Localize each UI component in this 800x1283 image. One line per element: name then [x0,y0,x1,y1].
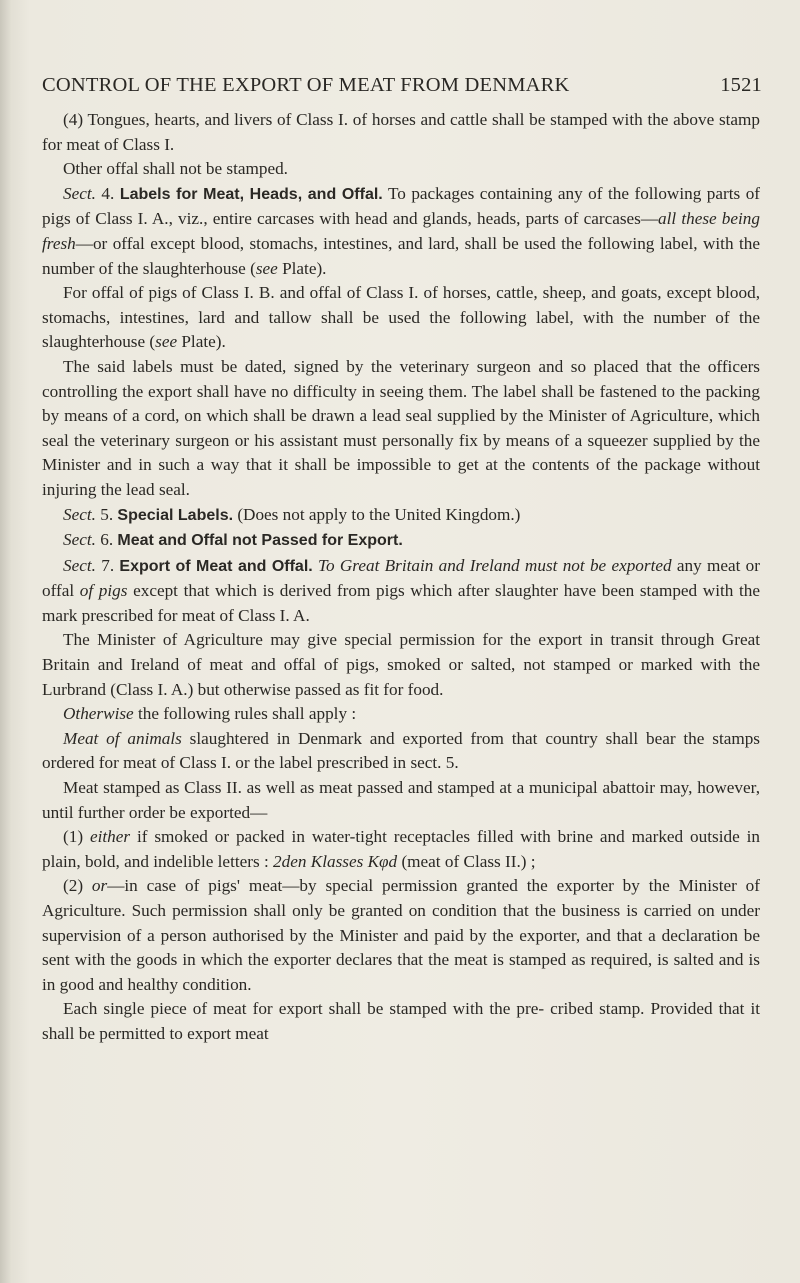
italic-text: Sect. [63,530,96,550]
paragraph-p4 [42,281,760,355]
paragraph-p1 [42,108,760,157]
paragraph-p8 [42,554,760,629]
italic-text: all these being fresh [42,209,760,253]
text-run: 6. [95,530,118,550]
text-run: Meat stamped as Class II. as well as meat passed and stamped at a municipal abattoir may, however, until further order be exported— [42,778,760,822]
italic-text: of pigs [79,581,128,601]
text-run: For offal of pigs of Class I. B. and offal of Class I. of horses, cattle, sheep, and goats, except blood, stomachs, intestines, lard and tallow shall be used the following label, with the number of the slaughterhouse ( [42,283,760,352]
paragraph-p6 [42,503,760,529]
paragraph-p5 [42,355,760,503]
text-run: (meat of Class II.) ; [397,851,536,871]
paragraph-p12 [42,776,760,825]
section-heading: Labels for Meat, Heads, and Offal. [119,185,383,203]
text-run: if smoked or packed in water-tight receptacles filled with brine and marked outside in plain, bold, and indelible letters : [42,827,760,871]
italic-text: Meat of animals [63,728,182,748]
italic-text: 2den Klasses Kφd [273,851,398,871]
text-run: slaughtered in Denmark and exported from that country shall bear the stamps ordered for meat of Class I. or the label prescribed in sect. 5. [42,728,760,773]
text-run: the following rules shall apply : [133,704,357,724]
text-run: (Does not apply to the United Kingdom.) [233,504,521,524]
text-run: except that which is derived from pigs which after slaughter have been stamped with the mark prescribed for meat of Class I. A. [42,581,760,625]
paragraph-p10 [42,702,760,727]
running-title: CONTROL OF THE EXPORT OF MEAT FROM DENMARK [42,74,570,96]
italic-text: Sect. [63,183,96,203]
text-run: (4) Tongues, hearts, and livers of Class I. of horses and cattle shall be stamped with the above stamp for meat of Class I. [42,110,760,154]
text-run: Plate). [277,258,327,278]
section-heading: Export of Meat and Offal. [119,557,313,575]
text-run: To packages containing any of the following parts of pigs of Class I. A., viz., entire carcases with head and glands, heads, parts of carcases— [42,183,761,229]
text-run: The Minister of Agriculture may give special permission for the export in transit through Great Britain and Ireland of meat and offal of pigs, smoked or salted, not stamped or marked with the Lurbrand (Class I. A.) but otherwise passed as fit for food. [42,630,760,699]
paragraph-p9 [42,628,760,702]
text-run: Each single piece of meat for export shall be stamped with the pre- cribed stamp. Provided that it shall be permitted to export meat [42,999,760,1043]
italic-text: To Great Britain and Ireland must not be exported [318,555,672,575]
section-heading: Meat and Offal not Passed for Export. [117,532,403,550]
text-run: —or offal except blood, stomachs, intestines, and lard, shall be used the following label, with the number of the slaughterhouse ( [42,233,760,278]
text-run: any meat or offal [42,555,760,601]
paragraph-p15 [42,997,760,1046]
page-number: 1521 [720,74,762,96]
paragraph-p3 [42,182,760,281]
text-run: (1) [63,827,90,847]
paragraph-p14 [42,874,760,997]
italic-text: see [255,258,278,278]
paragraph-p11 [42,727,760,776]
italic-text: see [155,332,178,352]
text-run: (2) [63,876,92,896]
italic-text: Otherwise [63,704,134,724]
italic-text: Sect. [63,504,96,524]
text-run: 5. [95,504,118,524]
italic-text: either [89,827,131,847]
italic-text: Sect. [63,555,96,575]
paragraph-p2 [42,157,760,182]
text-run: 7. [95,555,120,575]
text-run: 4. [95,183,120,203]
text-run: The said labels must be dated, signed by the veterinary surgeon and so placed that the officers controlling the export shall have no difficulty in seeing them. The label shall be fastened to the packing by means of a cord, on which shall be drawn a lead seal supplied by the Minister of Agriculture, which seal the veterinary surgeon or his assistant must personally fix by means of a squeezer supplied by the Minister and in such a way that it shall be impossible to get at the contents of the package without injuring the lead seal. [42,356,760,499]
page-edge-shadow [0,0,12,1283]
text-run: —in case of pigs' meat—by special permission granted the exporter by the Minister of Agriculture. Such permission shall only be granted on condition that the business is carried on under supervision of a person authorised by the Minister and paid by the exporter, and that a declaration be sent with the goods in which the exporter declares that the meat is stamped as required, is salted and is in good and healthy condition. [42,876,760,994]
section-heading: Special Labels. [117,506,234,524]
running-header [42,74,762,97]
body-text [42,108,760,1047]
paragraph-p13 [42,825,760,874]
paragraph-p7 [42,528,760,554]
italic-text: or [91,876,108,896]
text-run: Other offal shall not be stamped. [63,159,288,179]
text-run: Plate). [177,332,226,352]
